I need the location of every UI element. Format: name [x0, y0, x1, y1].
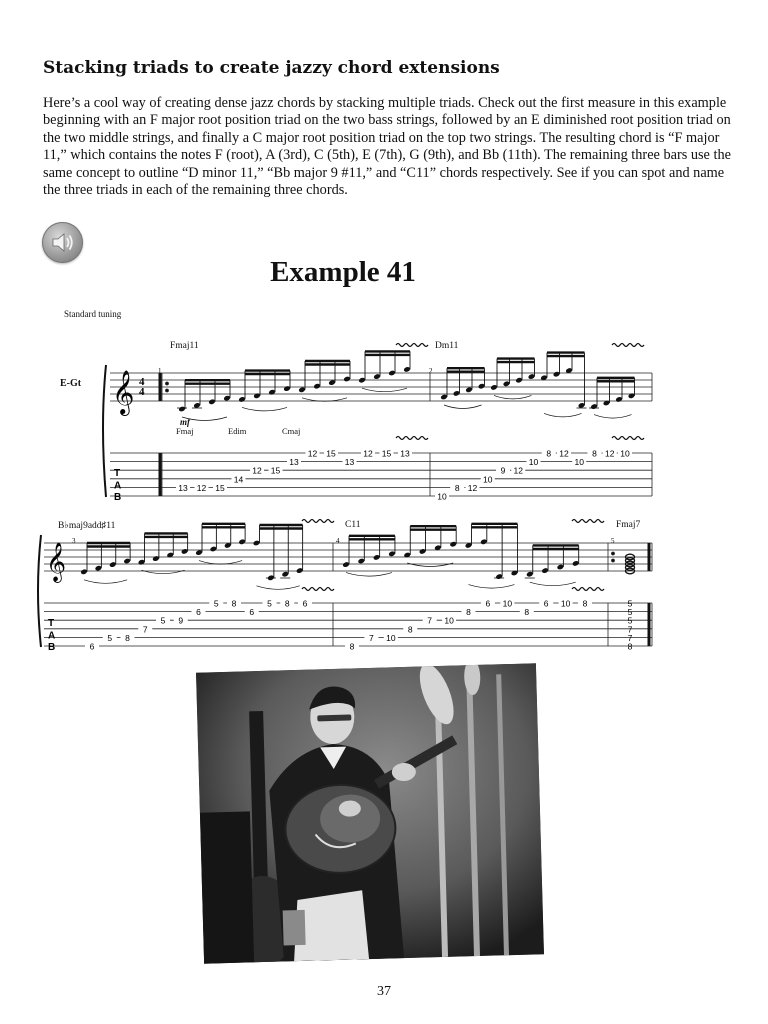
- chord-symbol: C11: [345, 520, 361, 530]
- slur: [407, 563, 453, 567]
- chord-symbol: Dm11: [435, 341, 459, 351]
- chord-symbol: Fmaj7: [616, 520, 641, 530]
- repeat-dot: [612, 552, 615, 555]
- vibrato-mark: [396, 344, 428, 347]
- tab-fret-number: 12: [363, 448, 373, 459]
- tab-clef: B: [48, 642, 56, 653]
- slur: [182, 417, 227, 421]
- page-number: 37: [377, 984, 391, 999]
- vibrato-mark: [612, 437, 644, 440]
- slur: [362, 388, 407, 392]
- score-system-1: [0, 335, 768, 505]
- tab-clef: T: [114, 467, 121, 479]
- vibrato-mark: [612, 344, 644, 347]
- svg-text:4: 4: [139, 376, 145, 388]
- slur: [257, 586, 300, 590]
- measure-number: 5: [611, 537, 615, 545]
- tab-fret-number: 10: [502, 598, 513, 609]
- vibrato-mark: [572, 520, 604, 523]
- tab-fret-number: 6: [485, 598, 491, 609]
- slur: [346, 573, 392, 577]
- tab-fret-number: 8: [524, 607, 530, 618]
- tab-fret-number: 9: [500, 465, 506, 476]
- slur: [494, 395, 532, 399]
- tab-fret-number: 8: [284, 598, 290, 609]
- tab-fret-number: 10: [528, 457, 539, 468]
- tab-fret-number: 8: [466, 607, 471, 618]
- tab-fret-number: 5: [213, 598, 219, 609]
- tab-fret-number: 15: [215, 482, 225, 493]
- tab-fret-number: 10: [483, 474, 493, 485]
- tab-fret-number: 5: [267, 598, 272, 609]
- repeat-dot: [612, 559, 615, 562]
- tab-fret-number: 7: [627, 624, 633, 635]
- tab-fret-number: 12: [307, 448, 318, 459]
- tab-fret-number: 8: [407, 624, 413, 635]
- tab-fret-number: 12: [513, 465, 523, 476]
- tab-fret-number: 12: [196, 482, 207, 493]
- tab-fret-number: 9: [178, 615, 184, 626]
- slur: [199, 561, 242, 565]
- tab-fret-number: 10: [620, 448, 630, 459]
- section-heading: Stacking triads to create jazzy chord extensions: [43, 58, 500, 78]
- tab-fret-number: 8: [454, 482, 460, 493]
- tab-fret-number: 12: [559, 448, 569, 459]
- repeat-dot: [166, 382, 169, 385]
- tab-fret-number: 8: [582, 598, 588, 609]
- guitarist-photo: [196, 663, 544, 963]
- measure-number: 1: [158, 367, 162, 375]
- vibrato-mark: [302, 520, 334, 523]
- tab-fret-number: 8: [627, 641, 633, 652]
- slur: [594, 415, 632, 419]
- tab-fret-number: 8: [125, 632, 130, 643]
- tab-fret-number: 6: [196, 607, 201, 618]
- slur: [84, 580, 127, 584]
- tab-fret-number: 12: [467, 482, 478, 493]
- triad-label: Edim: [228, 426, 247, 436]
- triad-label: Cmaj: [282, 426, 301, 436]
- tab-fret-number: 6: [249, 607, 255, 618]
- tab-fret-number: 13: [289, 457, 299, 468]
- tab-fret-number: 15: [270, 465, 281, 476]
- tab-clef: A: [48, 630, 56, 642]
- tab-fret-number: 12: [252, 465, 262, 476]
- treble-clef-icon: [112, 370, 134, 416]
- tab-fret-number: 13: [178, 482, 188, 493]
- tab-fret-number: 7: [142, 624, 148, 635]
- chord-symbol: Fmaj11: [170, 341, 199, 351]
- tab-fret-number: 10: [386, 632, 396, 643]
- tab-fret-number: 6: [543, 598, 549, 609]
- measure-number: 4: [336, 537, 340, 545]
- vibrato-mark: [572, 588, 604, 591]
- slur: [469, 585, 515, 589]
- tab-fret-number: 8: [231, 598, 237, 609]
- tab-fret-number: 5: [160, 615, 166, 626]
- dynamic-marking: mf: [180, 417, 190, 427]
- tab-fret-number: 6: [89, 641, 95, 652]
- tuning-label: Standard tuning: [64, 309, 122, 319]
- tab-fret-number: 8: [546, 448, 552, 459]
- triad-label: Fmaj: [176, 426, 194, 436]
- intro-paragraph: Here’s a cool way of creating dense jazz chords by stacking multiple triads. Check out the first measure in this example beginning with an F major root position triad on the two bass strings, followed by an E diminished root position triad on the two middle strings, and finally a C major root position triad on the top two strings. The resulting chord is “F major 11,” which contains the notes F (root), A (3rd), C (5th), E (7th), G (9th), and Bb (11th). The remaining three bars use the same concept to outline “D minor 11,” “Bb major 9 #11,” and “C11” chords respectively. See if you can spot and name the three triads in each of the remaining three chords.: [43, 95, 731, 199]
- vibrato-mark: [302, 588, 334, 591]
- tab-fret-number: 10: [437, 491, 447, 502]
- vibrato-mark: [396, 437, 428, 440]
- system-brace: [38, 535, 41, 647]
- tab-fret-number: 5: [627, 615, 633, 626]
- tab-fret-number: 6: [302, 598, 308, 609]
- repeat-dot: [166, 389, 169, 392]
- slur: [444, 405, 482, 409]
- tab-fret-number: 7: [427, 615, 433, 626]
- slur: [242, 407, 287, 411]
- tab-fret-number: 5: [107, 632, 113, 643]
- tab-fret-number: 12: [605, 448, 615, 459]
- tab-fret-number: 10: [574, 457, 584, 468]
- tab-fret-number: 10: [560, 598, 571, 609]
- tab-clef: T: [48, 617, 55, 629]
- tab-clef: A: [114, 480, 122, 492]
- measure-number: 3: [72, 537, 76, 545]
- tab-fret-number: 15: [326, 448, 336, 459]
- tab-fret-number: 10: [444, 615, 454, 626]
- slur: [544, 413, 582, 417]
- speaker-icon: [50, 230, 75, 255]
- tab-fret-number: 13: [344, 457, 355, 468]
- example-title: Example 41: [270, 256, 416, 288]
- system-brace: [103, 365, 106, 497]
- tab-fret-number: 15: [381, 448, 392, 459]
- jazz-guitarist-photo-icon: [196, 663, 544, 963]
- tab-fret-number: 5: [627, 598, 633, 609]
- chord-symbol: B♭maj9add♯11: [58, 521, 116, 531]
- tab-clef: B: [114, 492, 122, 503]
- instrument-label: E-Gt: [60, 378, 82, 389]
- tab-fret-number: 14: [233, 474, 244, 485]
- tab-fret-number: 7: [627, 632, 633, 643]
- tab-fret-number: 5: [627, 607, 633, 618]
- measure-number: 2: [429, 367, 433, 375]
- tab-fret-number: 8: [592, 448, 597, 459]
- svg-text:4: 4: [139, 386, 145, 398]
- tab-fret-number: 8: [349, 641, 355, 652]
- score-system-2: [0, 515, 768, 655]
- tab-fret-number: 13: [400, 448, 410, 459]
- treble-clef-icon: [46, 542, 66, 583]
- slur: [530, 582, 576, 586]
- svg-text:𝄞: 𝄞: [112, 370, 135, 414]
- tab-fret-number: 7: [369, 632, 374, 643]
- svg-text:𝄞: 𝄞: [46, 542, 67, 582]
